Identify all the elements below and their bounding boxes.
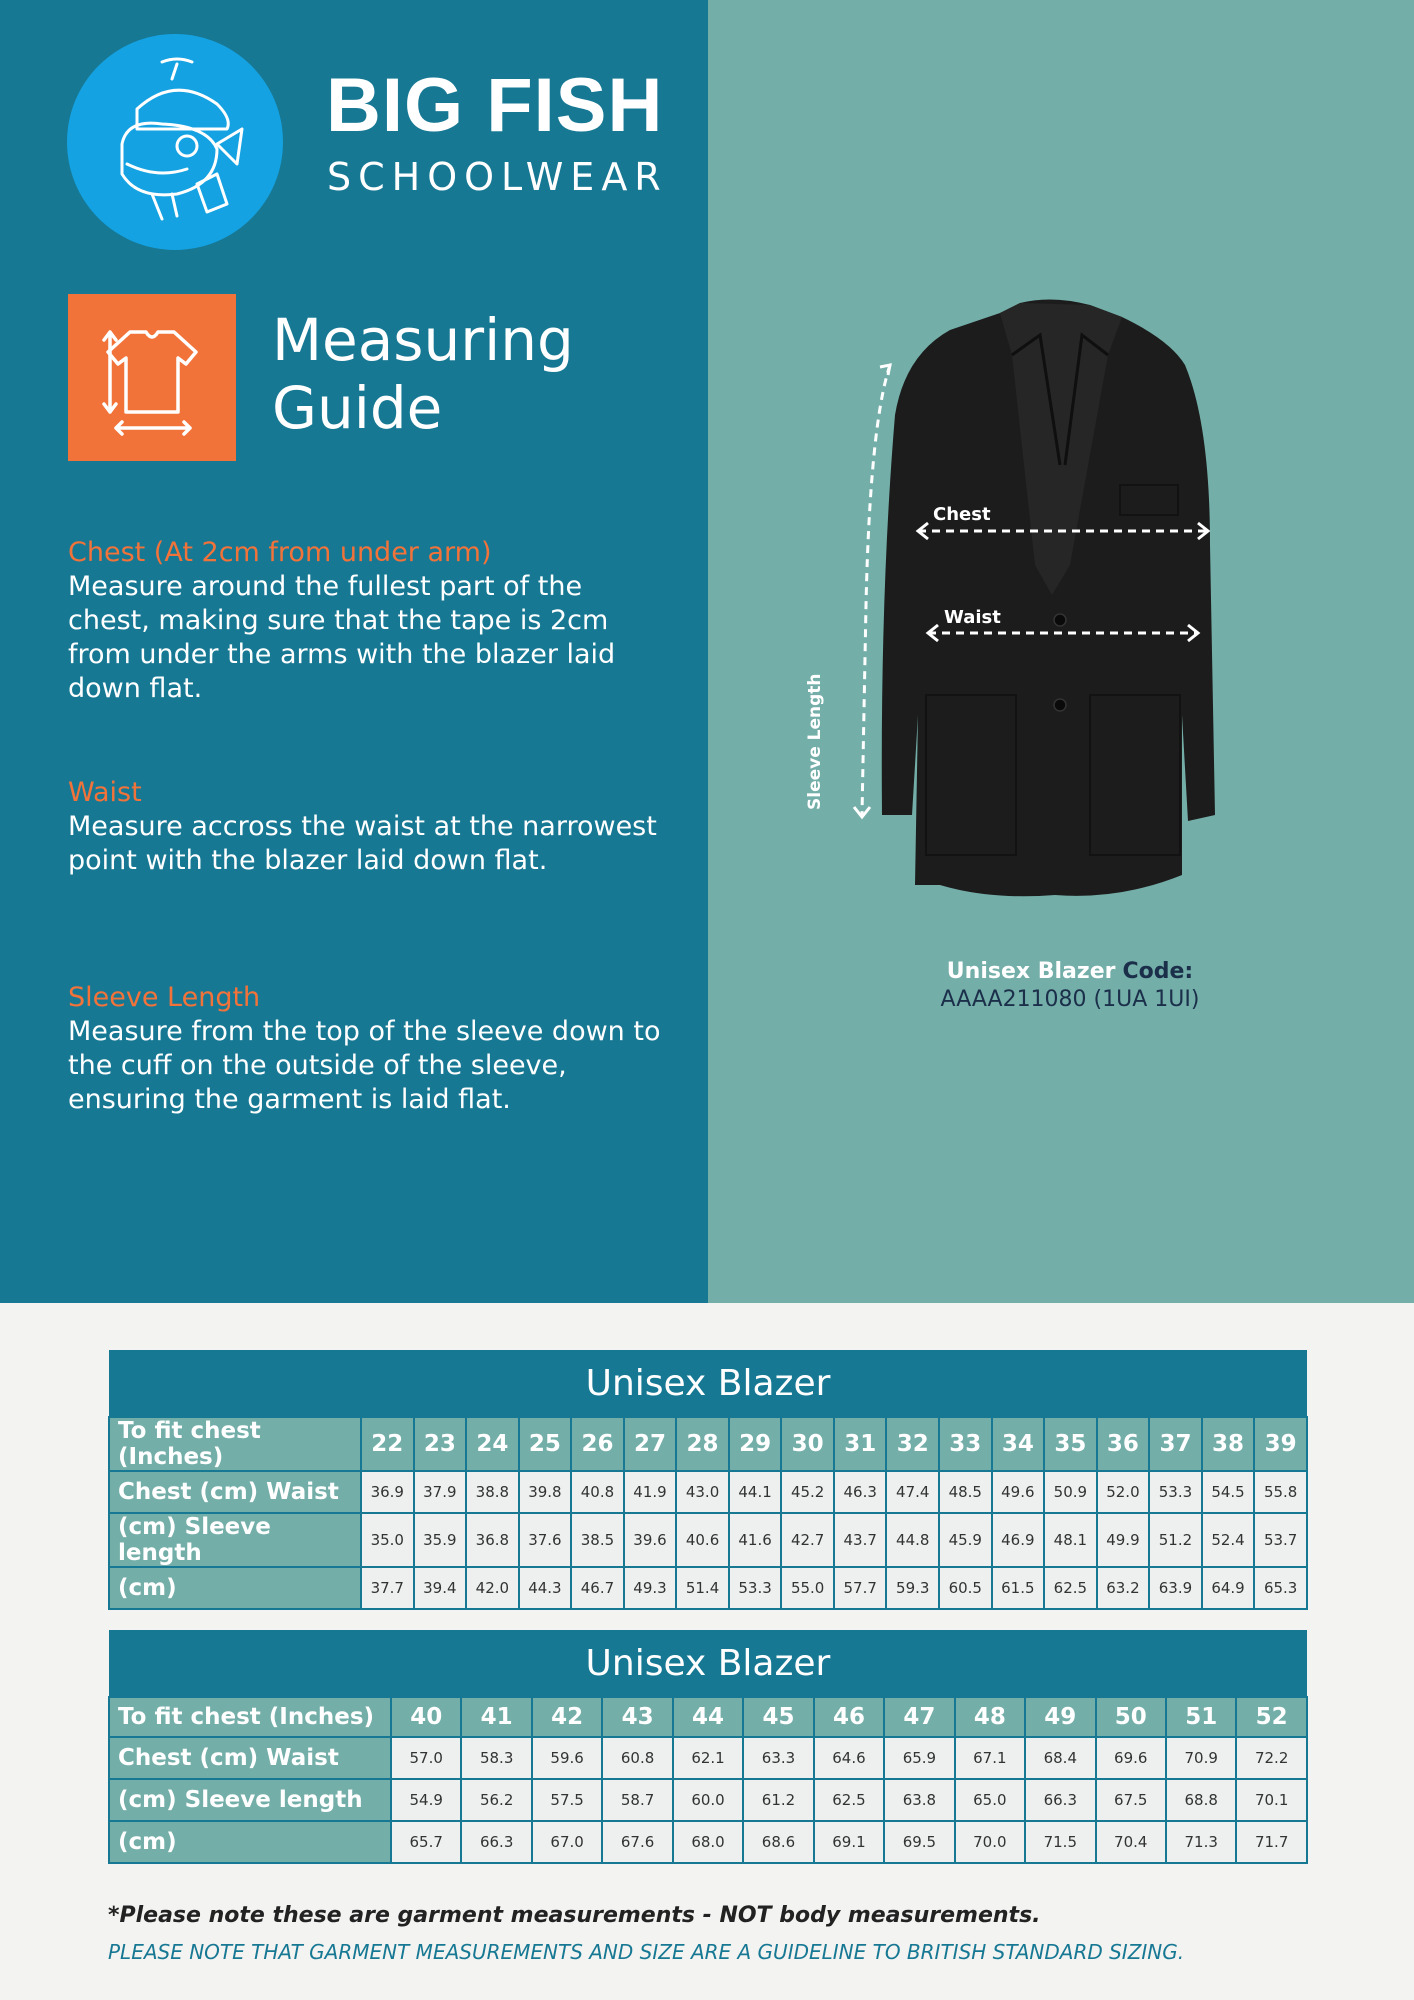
sleeve-text: Measure from the top of the sleeve down to the cuff on the outside of the sleeve, ensuring the garment is laid flat. [68,1016,661,1115]
waist-diagram-label: Waist [944,607,1001,628]
table-cell: 65.7 [391,1821,461,1863]
size-header-cell: 40 [391,1697,461,1737]
table-cell: 60.8 [602,1737,672,1779]
size-header-cell: 29 [729,1417,782,1471]
table-cell: 35.9 [414,1513,467,1567]
table-cell: 55.8 [1254,1471,1307,1513]
sleeve-heading: Sleeve Length [68,982,261,1013]
table-cell: 58.3 [461,1737,531,1779]
product-caption [900,958,1240,1014]
size-header-cell: 36 [1097,1417,1150,1471]
table-cell: 68.6 [743,1821,813,1863]
size-header-cell: 51 [1166,1697,1236,1737]
caption-code-value: AAAA211080 (1UA 1UI) [940,987,1200,1012]
size-header-cell: 45 [743,1697,813,1737]
size-header-cell: 35 [1044,1417,1097,1471]
size-header-cell: 43 [602,1697,672,1737]
caption-code-label: Code: [1122,959,1194,984]
table-cell: 51.4 [676,1567,729,1609]
table-cell: 67.0 [532,1821,602,1863]
size-header-cell: 25 [519,1417,572,1471]
size-header-cell: 44 [673,1697,743,1737]
table-cell: 45.2 [781,1471,834,1513]
guide-title: Measuring Guide [272,306,574,442]
row-label: Chest (cm) Waist [109,1737,391,1779]
table-cell: 49.6 [992,1471,1045,1513]
table-cell: 35.0 [361,1513,414,1567]
table-cell: 41.9 [624,1471,677,1513]
table-cell: 45.9 [939,1513,992,1567]
table-cell: 40.6 [676,1513,729,1567]
table-cell: 63.9 [1149,1567,1202,1609]
size-header-cell: 23 [414,1417,467,1471]
table-cell: 70.0 [955,1821,1025,1863]
table-cell: 68.8 [1166,1779,1236,1821]
table-cell: 46.7 [571,1567,624,1609]
size-header-cell: 26 [571,1417,624,1471]
row-label: (cm) [109,1821,391,1863]
size-header-cell: 33 [939,1417,992,1471]
table-cell: 55.0 [781,1567,834,1609]
table-cell: 43.7 [834,1513,887,1567]
chest-heading: Chest (At 2cm from under arm) [68,537,492,568]
table-cell: 67.6 [602,1821,672,1863]
table-cell: 60.0 [673,1779,743,1821]
table-cell: 69.6 [1096,1737,1166,1779]
row-label: (cm) [109,1567,361,1609]
table-cell: 47.4 [886,1471,939,1513]
table-cell: 48.1 [1044,1513,1097,1567]
size-header-cell: 42 [532,1697,602,1737]
table-cell: 36.9 [361,1471,414,1513]
size-header-cell: 52 [1236,1697,1306,1737]
table-cell: 62.5 [1044,1567,1097,1609]
table-cell: 65.3 [1254,1567,1307,1609]
table-cell: 40.8 [571,1471,624,1513]
table-cell: 65.9 [884,1737,954,1779]
table-title: Unisex Blazer [109,1350,1307,1417]
table-cell: 63.2 [1097,1567,1150,1609]
table-cell: 62.5 [814,1779,884,1821]
row-label: Chest (cm) Waist [109,1471,361,1513]
table-cell: 39.4 [414,1567,467,1609]
table-cell: 67.1 [955,1737,1025,1779]
row-label: (cm) Sleeve length [109,1513,361,1567]
size-header-cell: 48 [955,1697,1025,1737]
table-cell: 62.1 [673,1737,743,1779]
size-header-cell: 32 [886,1417,939,1471]
table-cell: 43.0 [676,1471,729,1513]
table-cell: 37.6 [519,1513,572,1567]
table-cell: 53.7 [1254,1513,1307,1567]
table-cell: 36.8 [466,1513,519,1567]
size-header-cell: 38 [1202,1417,1255,1471]
table-cell: 52.4 [1202,1513,1255,1567]
table-cell: 58.7 [602,1779,672,1821]
size-header-cell: 39 [1254,1417,1307,1471]
table-cell: 44.8 [886,1513,939,1567]
table-cell: 38.8 [466,1471,519,1513]
table-cell: 54.5 [1202,1471,1255,1513]
table-cell: 39.6 [624,1513,677,1567]
brand-subtitle: SCHOOLWEAR [327,155,668,199]
brand-title: BIG FISH [326,63,664,148]
size-header-cell: 34 [992,1417,1045,1471]
table-cell: 70.9 [1166,1737,1236,1779]
chest-diagram-label: Chest [933,504,991,525]
table-cell: 37.9 [414,1471,467,1513]
table-cell: 44.3 [519,1567,572,1609]
table-cell: 69.1 [814,1821,884,1863]
table-cell: 63.3 [743,1737,813,1779]
table-cell: 71.7 [1236,1821,1306,1863]
table-cell: 61.2 [743,1779,813,1821]
size-table-2 [108,1630,1308,1864]
table-cell: 64.6 [814,1737,884,1779]
chest-section [68,536,668,706]
caption-name: Unisex Blazer [946,959,1116,984]
garment-note: *Please note these are garment measurements - NOT body measurements. [108,1903,1041,1928]
table-cell: 71.3 [1166,1821,1236,1863]
sleeve-diagram-label: Sleeve Length [805,673,825,810]
table-cell: 66.3 [461,1821,531,1863]
table-cell: 60.5 [939,1567,992,1609]
fish-mascot-icon [67,34,283,250]
table-cell: 48.5 [939,1471,992,1513]
row-label: (cm) Sleeve length [109,1779,391,1821]
table-cell: 57.5 [532,1779,602,1821]
size-header-cell: 41 [461,1697,531,1737]
table-cell: 52.0 [1097,1471,1150,1513]
table-cell: 51.2 [1149,1513,1202,1567]
table-cell: 41.6 [729,1513,782,1567]
table-cell: 56.2 [461,1779,531,1821]
table-cell: 49.9 [1097,1513,1150,1567]
size-header-cell: 37 [1149,1417,1202,1471]
table-cell: 71.5 [1025,1821,1095,1863]
table-cell: 68.0 [673,1821,743,1863]
size-header-cell: 49 [1025,1697,1095,1737]
table-cell: 46.9 [992,1513,1045,1567]
size-header-cell: 27 [624,1417,677,1471]
table-cell: 68.4 [1025,1737,1095,1779]
size-header-cell: 50 [1096,1697,1166,1737]
table-cell: 54.9 [391,1779,461,1821]
table-cell: 70.1 [1236,1779,1306,1821]
table-title: Unisex Blazer [109,1630,1307,1697]
table-cell: 59.6 [532,1737,602,1779]
size-header-cell: 47 [884,1697,954,1737]
table-cell: 44.1 [729,1471,782,1513]
waist-section [68,776,668,878]
size-header-label: To fit chest (Inches) [109,1697,391,1737]
table-cell: 57.0 [391,1737,461,1779]
tshirt-measure-icon [68,294,236,461]
size-header-cell: 28 [676,1417,729,1471]
sleeve-section [68,981,668,1117]
table-cell: 59.3 [886,1567,939,1609]
table-cell: 53.3 [729,1567,782,1609]
size-header-cell: 24 [466,1417,519,1471]
size-header-cell: 30 [781,1417,834,1471]
size-table-1 [108,1350,1308,1610]
table-cell: 37.7 [361,1567,414,1609]
size-header-cell: 31 [834,1417,887,1471]
table-cell: 70.4 [1096,1821,1166,1863]
table-cell: 42.7 [781,1513,834,1567]
table-cell: 64.9 [1202,1567,1255,1609]
table-cell: 57.7 [834,1567,887,1609]
chest-text: Measure around the fullest part of the chest, making sure that the tape is 2cm from under the arms with the blazer laid down flat. [68,571,616,704]
blazer-diagram [790,295,1310,905]
waist-text: Measure accross the waist at the narrowest point with the blazer laid down flat. [68,811,657,876]
table-cell: 69.5 [884,1821,954,1863]
size-header-cell: 22 [361,1417,414,1471]
size-header-label: To fit chest (Inches) [109,1417,361,1471]
table-cell: 42.0 [466,1567,519,1609]
size-header-cell: 46 [814,1697,884,1737]
table-cell: 38.5 [571,1513,624,1567]
table-cell: 66.3 [1025,1779,1095,1821]
table-cell: 46.3 [834,1471,887,1513]
table-cell: 65.0 [955,1779,1025,1821]
table-cell: 49.3 [624,1567,677,1609]
table-cell: 50.9 [1044,1471,1097,1513]
table-cell: 67.5 [1096,1779,1166,1821]
table-cell: 72.2 [1236,1737,1306,1779]
table-cell: 39.8 [519,1471,572,1513]
table-cell: 63.8 [884,1779,954,1821]
waist-heading: Waist [68,777,142,808]
table-cell: 61.5 [992,1567,1045,1609]
table-cell: 53.3 [1149,1471,1202,1513]
sizing-note: PLEASE NOTE THAT GARMENT MEASUREMENTS AND SIZE ARE A GUIDELINE TO BRITISH STANDARD SIZING. [108,1940,1185,1964]
